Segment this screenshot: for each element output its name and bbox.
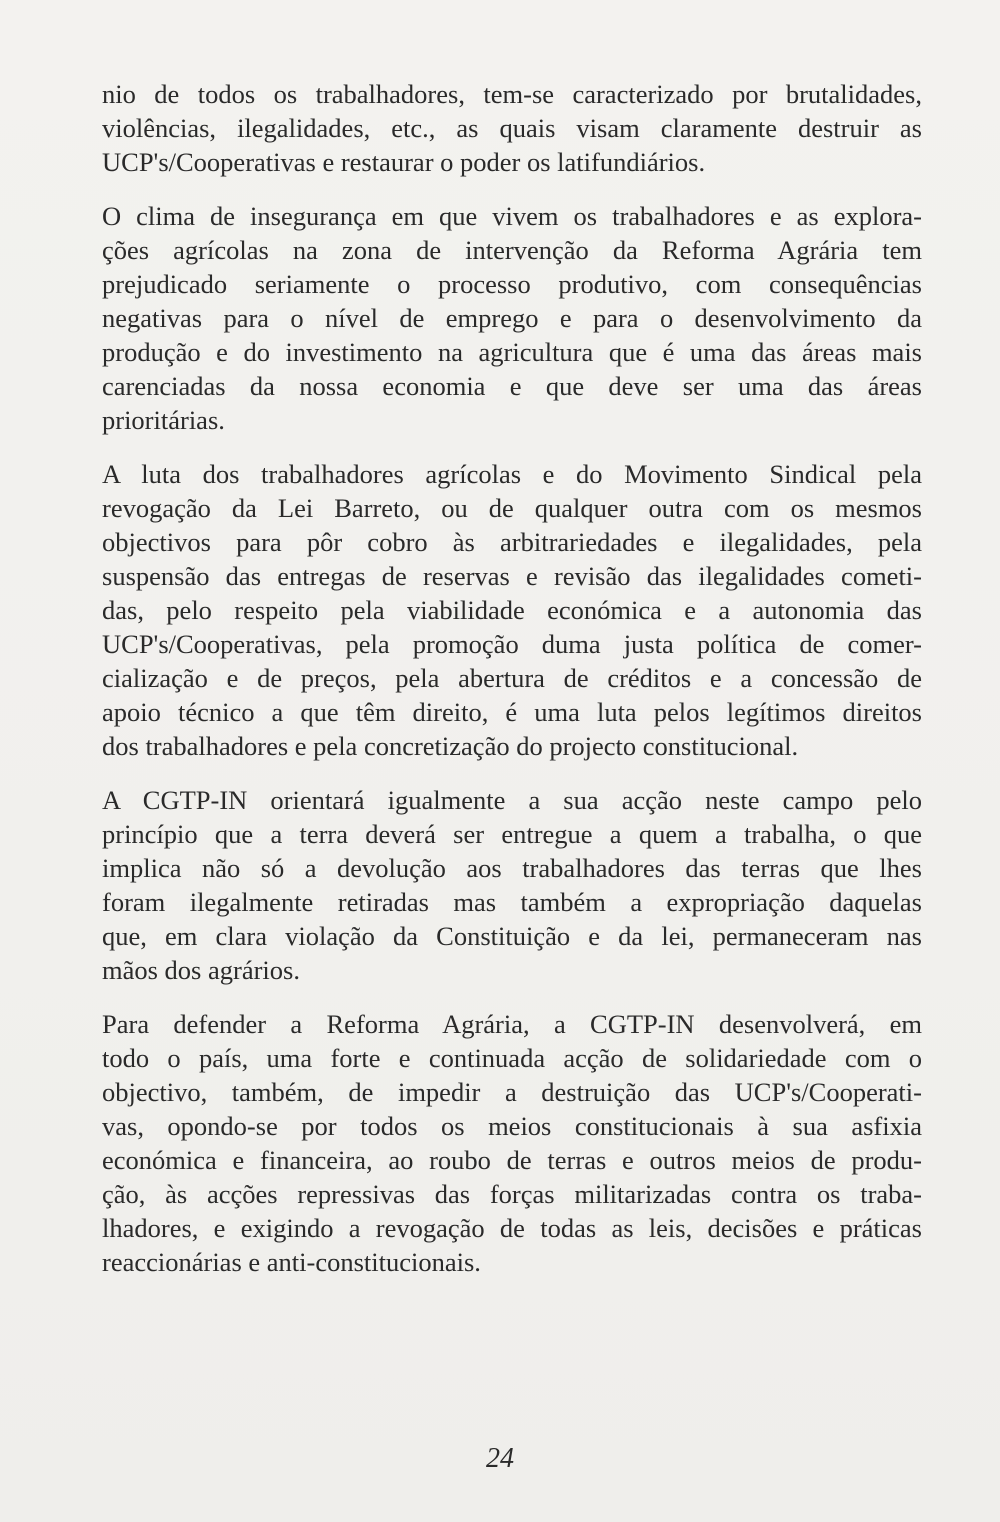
text-line: que, em clara violação da Constituição e da lei, permaneceram nas — [102, 921, 922, 951]
text-line: ções agrícolas na zona de intervenção da Reforma Agrária tem — [102, 235, 922, 265]
text-line: ção, às acções repressivas das forças militarizadas contra os traba- — [102, 1179, 922, 1209]
text-line: Para defender a Reforma Agrária, a CGTP-IN desenvolverá, em — [102, 1009, 922, 1039]
text-line: princípio que a terra deverá ser entregue a quem a trabalha, o que — [102, 819, 922, 849]
text-line: vas, opondo-se por todos os meios constitucionais à sua asfixia — [102, 1111, 922, 1141]
paragraph-5 — [102, 1007, 922, 1279]
text-line: objectivo, também, de impedir a destruição das UCP's/Cooperati- — [102, 1077, 922, 1107]
text-line: objectivos para pôr cobro às arbitrariedades e ilegalidades, pela — [102, 527, 922, 557]
text-line: das, pelo respeito pela viabilidade económica e a autonomia das — [102, 595, 922, 625]
text-line: cialização e de preços, pela abertura de créditos e a concessão de — [102, 663, 922, 693]
paragraph-4 — [102, 783, 922, 987]
text-line: violências, ilegalidades, etc., as quais visam claramente destruir as — [102, 113, 922, 143]
text-line: negativas para o nível de emprego e para o desenvolvimento da — [102, 303, 922, 333]
paragraph-3 — [102, 457, 922, 763]
text-line: UCP's/Cooperativas e restaurar o poder os latifundiários. — [102, 147, 706, 177]
text-line: carenciadas da nossa economia e que deve ser uma das áreas — [102, 371, 922, 401]
page-number: 24 — [486, 1443, 514, 1474]
text-line: nio de todos os trabalhadores, tem-se caracterizado por brutalidades, — [102, 79, 922, 109]
text-line: mãos dos agrários. — [102, 955, 300, 985]
text-line: todo o país, uma forte e continuada acção de solidariedade com o — [102, 1043, 922, 1073]
text-line: implica não só a devolução aos trabalhadores das terras que lhes — [102, 853, 922, 883]
text-line: dos trabalhadores e pela concretização do projecto constitucional. — [102, 731, 799, 761]
text-line: reaccionárias e anti-constitucionais. — [102, 1247, 481, 1277]
text-line: suspensão das entregas de reservas e revisão das ilegalidades cometi- — [102, 561, 922, 591]
text-line: O clima de insegurança em que vivem os trabalhadores e as explora- — [102, 201, 922, 231]
text-line: prioritárias. — [102, 405, 225, 435]
text-line: prejudicado seriamente o processo produtivo, com consequências — [102, 269, 922, 299]
text-line: apoio técnico a que têm direito, é uma luta pelos legítimos direitos — [102, 697, 922, 727]
paragraph-2 — [102, 199, 922, 437]
text-line: revogação da Lei Barreto, ou de qualquer outra com os mesmos — [102, 493, 922, 523]
text-line: lhadores, e exigindo a revogação de todas as leis, decisões e práticas — [102, 1213, 922, 1243]
text-line: UCP's/Cooperativas, pela promoção duma justa política de comer- — [102, 629, 922, 659]
paragraph-1 — [102, 77, 922, 179]
text-line: produção e do investimento na agricultura que é uma das áreas mais — [102, 337, 922, 367]
text-line: foram ilegalmente retiradas mas também a expropriação daquelas — [102, 887, 922, 917]
body-text — [102, 77, 922, 1299]
text-line: económica e financeira, ao roubo de terras e outros meios de produ- — [102, 1145, 922, 1175]
text-line: A CGTP-IN orientará igualmente a sua acção neste campo pelo — [102, 785, 922, 815]
text-line: A luta dos trabalhadores agrícolas e do Movimento Sindical pela — [102, 459, 922, 489]
